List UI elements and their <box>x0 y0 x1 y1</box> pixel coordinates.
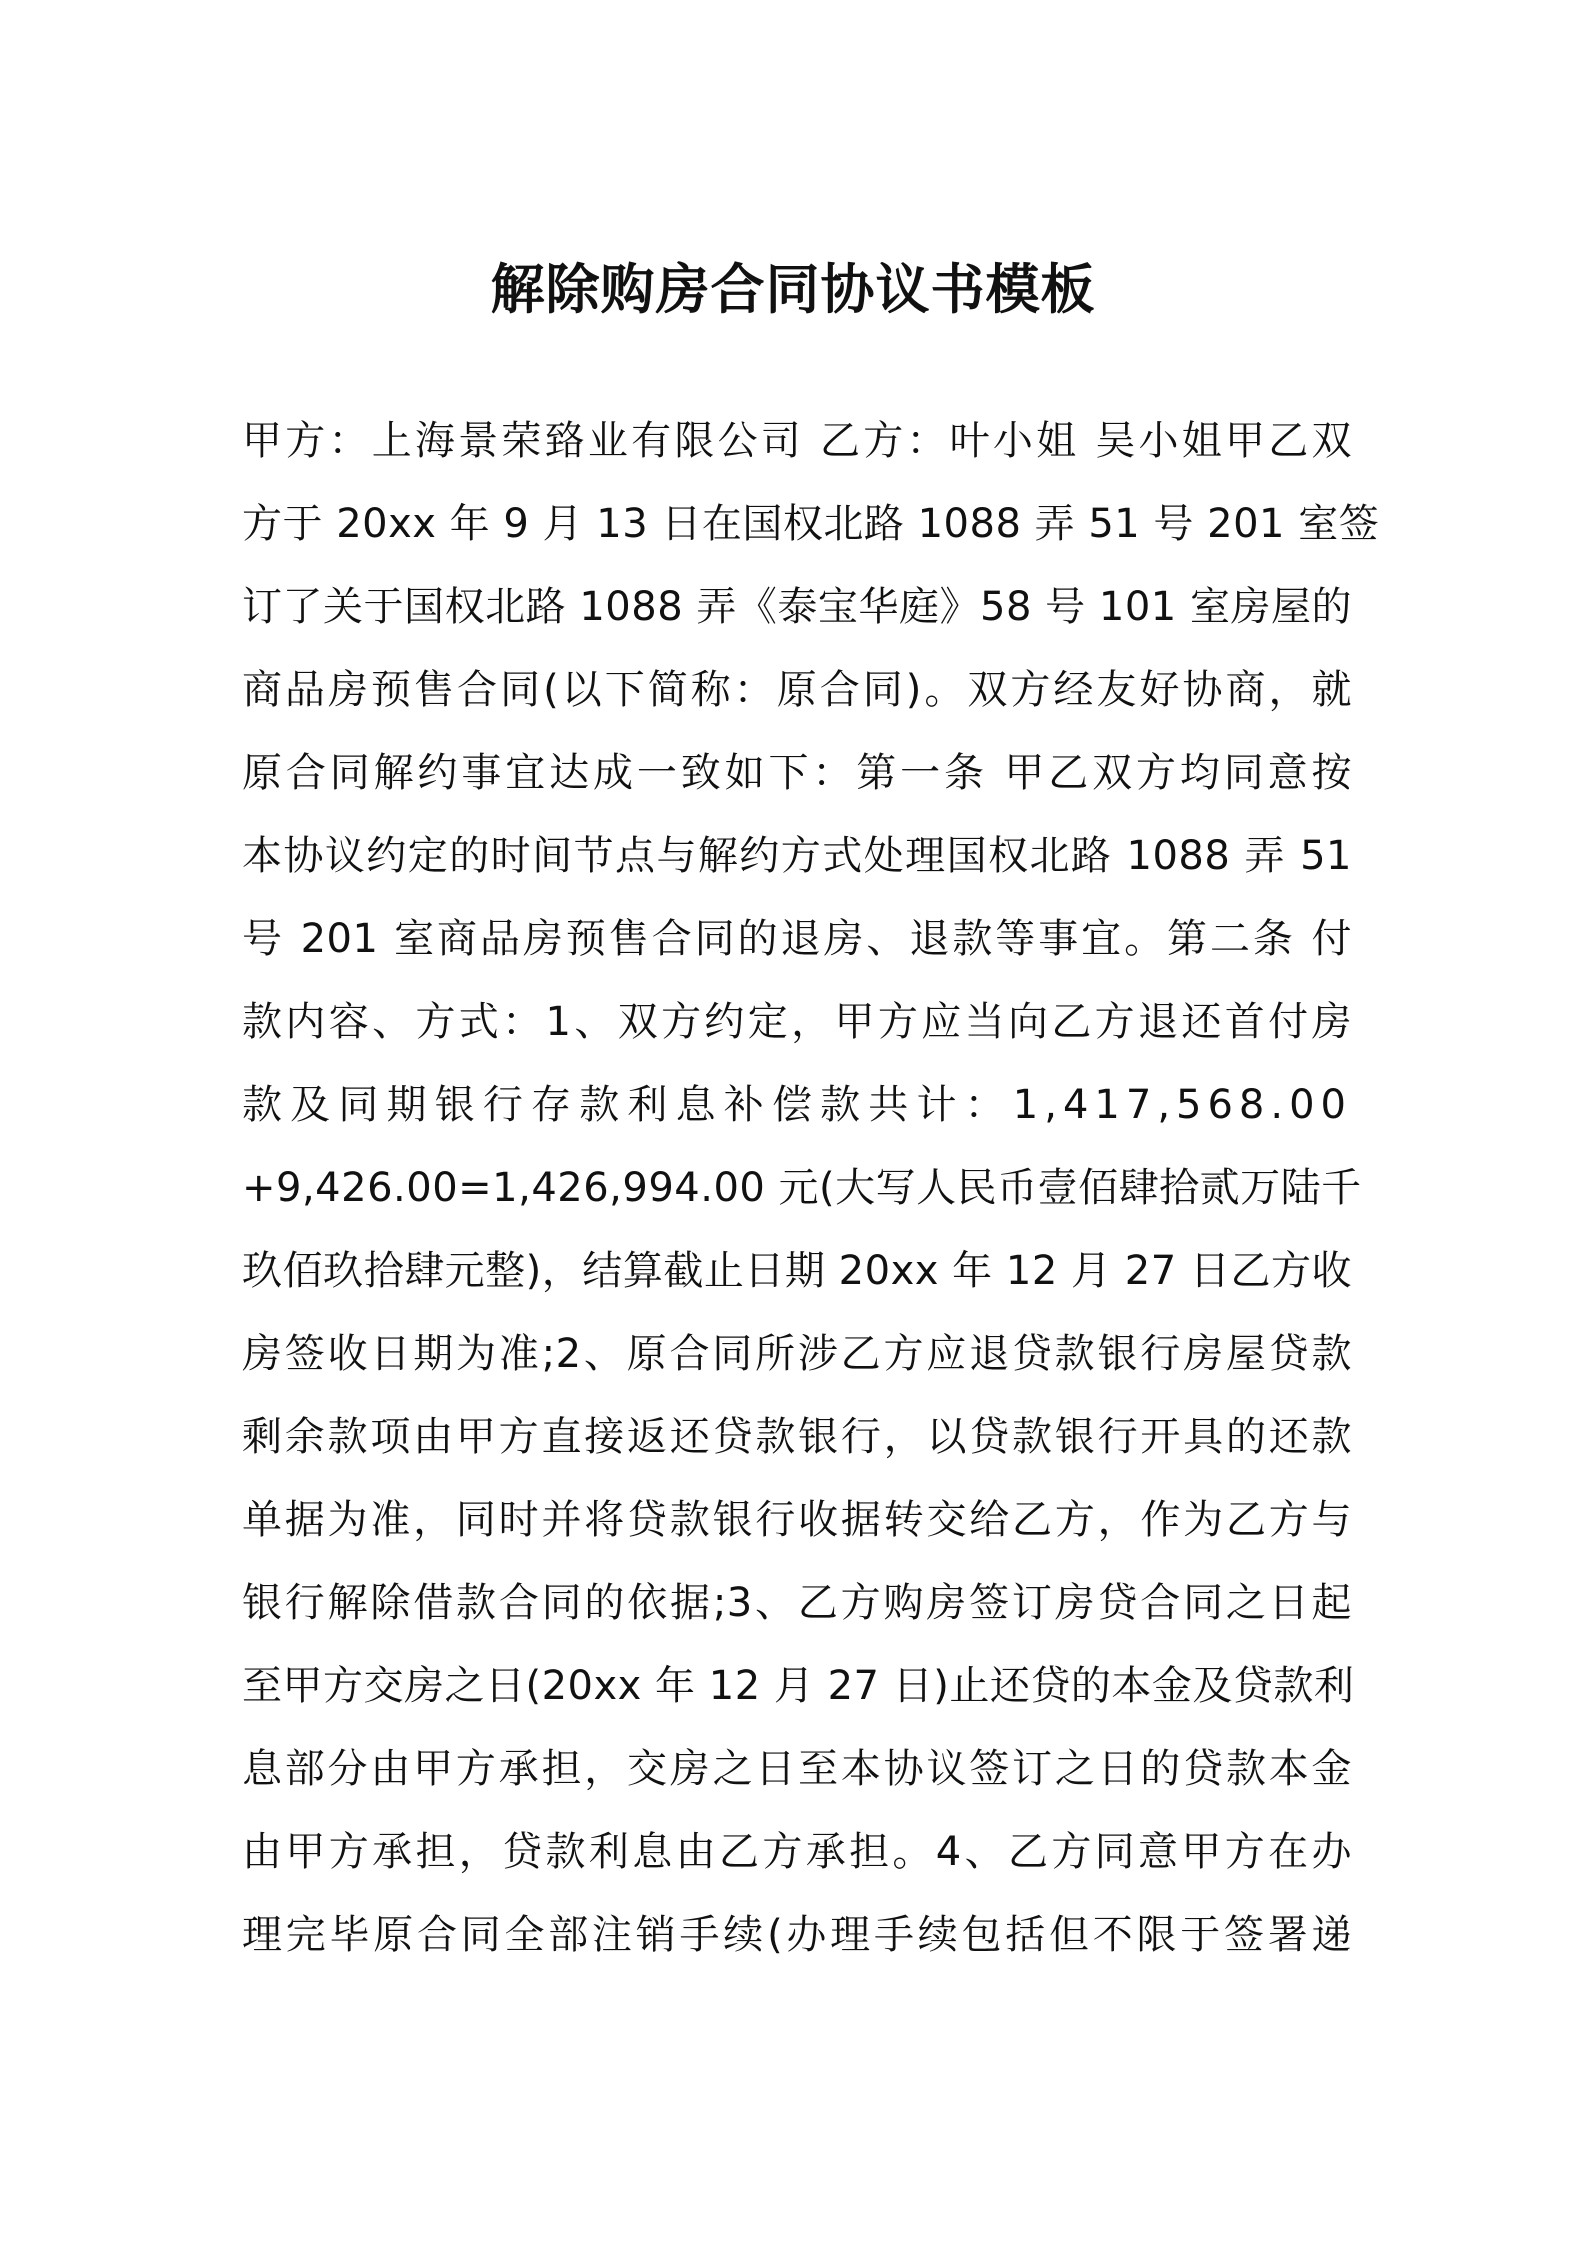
document-title: 解除购房合同协议书模板 <box>490 258 1096 321</box>
body-line-16: 至甲方交房之日(20xx 年 12 月 27 日)止还贷的本金及贷款利 <box>242 1663 1355 1709</box>
body-line-13: 剩余款项由甲方直接返还贷款银行，以贷款银行开具的还款 <box>242 1414 1352 1460</box>
body-line-3: 订了关于国权北路 1088 弄《泰宝华庭》58 号 101 室房屋的 <box>242 584 1352 630</box>
body-line-7: 号 201 室商品房预售合同的退房、退款等事宜。第二条 付 <box>242 916 1352 962</box>
body-line-19: 理完毕原合同全部注销手续(办理手续包括但不限于签署递 <box>242 1912 1352 1958</box>
body-line-8: 款内容、方式：1、双方约定，甲方应当向乙方退还首付房 <box>242 999 1352 1045</box>
body-line-14: 单据为准，同时并将贷款银行收据转交给乙方，作为乙方与 <box>242 1497 1352 1543</box>
body-line-4: 商品房预售合同(以下简称：原合同)。双方经友好协商，就 <box>242 667 1352 713</box>
body-line-15: 银行解除借款合同的依据;3、乙方购房签订房贷合同之日起 <box>242 1580 1352 1626</box>
body-line-12: 房签收日期为准;2、原合同所涉乙方应退贷款银行房屋贷款 <box>242 1331 1352 1377</box>
body-line-17: 息部分由甲方承担，交房之日至本协议签订之日的贷款本金 <box>242 1746 1352 1792</box>
body-line-9: 款及同期银行存款利息补偿款共计：1,417,568.00 <box>242 1082 1352 1128</box>
body-line-10: +9,426.00=1,426,994.00 元(大写人民币壹佰肆拾贰万陆千 <box>242 1165 1362 1211</box>
body-line-1: 甲方：上海景荣臵业有限公司 乙方：叶小姐 吴小姐甲乙双 <box>242 418 1352 464</box>
body-line-6: 本协议约定的时间节点与解约方式处理国权北路 1088 弄 51 <box>242 833 1352 879</box>
document-body <box>242 400 1380 1977</box>
body-line-5: 原合同解约事宜达成一致如下：第一条 甲乙双方均同意按 <box>242 750 1352 796</box>
body-line-2: 方于 20xx 年 9 月 13 日在国权北路 1088 弄 51 号 201 室签 <box>242 501 1380 547</box>
body-line-18: 由甲方承担，贷款利息由乙方承担。4、乙方同意甲方在办 <box>242 1829 1352 1875</box>
body-line-11: 玖佰玖拾肆元整)，结算截止日期 20xx 年 12 月 27 日乙方收 <box>242 1248 1352 1294</box>
